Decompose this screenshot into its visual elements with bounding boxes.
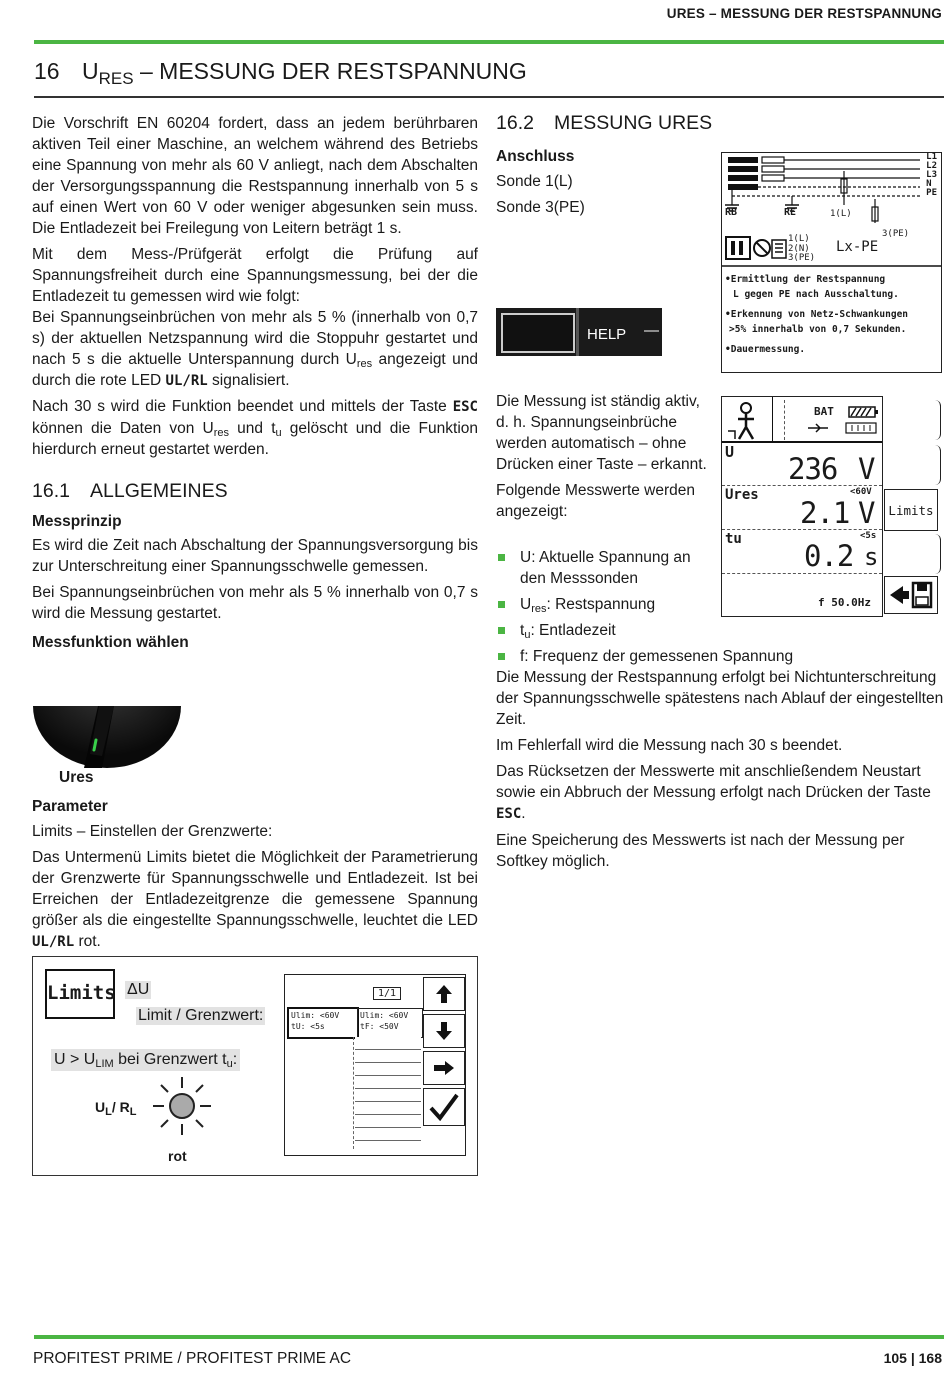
knob-icon xyxy=(32,706,182,768)
arrow-right-icon xyxy=(433,1060,455,1076)
intro-paragraph-2: Mit dem Mess-/Prüfgerät erfolgt die Prüfung auf Spannungsfreiheit durch eine Spannungsmessung, bei der die Entladezeit tu gemessen wird wie folgt: xyxy=(32,246,478,305)
list-item: f: Frequenz der gemessenen Spannung xyxy=(496,646,944,667)
intro-paragraph-4: Nach 30 s wird die Funktion beendet und mittels der Taste ESC können die Daten von $U_{res}$ und $t_u$ gelöscht und die Funktion hierdurch erneut gestartet werden. xyxy=(32,398,479,458)
rotary-selector[interactable] xyxy=(32,706,182,768)
ures-unit: V xyxy=(858,496,876,530)
limit-grenzwert-label: Limit / Grenzwert: xyxy=(138,1007,264,1024)
confirm-button[interactable] xyxy=(423,1088,465,1126)
limits-figure xyxy=(32,956,478,1176)
ures-label: Ures xyxy=(725,487,759,503)
led-icon xyxy=(151,1075,213,1137)
list-item: U: Aktuelle Spannung an den Messsonden xyxy=(496,547,714,589)
arrow-up-icon xyxy=(435,984,453,1004)
limit-cell[interactable]: Ulim: <60V tF: <50V xyxy=(357,1008,423,1038)
phase-labels: L1 L2 L3 N PE xyxy=(926,152,937,198)
ures-limit: <60V xyxy=(850,487,872,497)
limits-softkey-screen[interactable]: Limits xyxy=(884,489,938,531)
header-rule xyxy=(34,40,944,44)
arrow-down-icon xyxy=(435,1021,453,1041)
parameter-block xyxy=(32,798,478,953)
anschluss-heading: Anschluss xyxy=(496,148,575,165)
measurement-screen xyxy=(721,396,883,617)
led-color-label: rot xyxy=(168,1148,187,1164)
help-dash: — xyxy=(644,322,659,339)
messung-text-3: Die Messung der Restspannung erfolgt bei Nichtunterschreitung der Spannungsschwelle spätestens nach Ablauf der eingestellten Zeit. xyxy=(496,669,944,728)
messprinzip-text-2: Bei Spannungseinbrüchen von mehr als 5 % innerhalb von 0,7 s wird die Messung gestartet. xyxy=(32,584,478,622)
parameter-heading: Parameter xyxy=(32,798,108,815)
ures-value: 2.1 xyxy=(800,496,850,530)
connection-icon xyxy=(806,421,878,435)
page-number: 105 | 168 xyxy=(883,1350,942,1366)
knob-label: Ures xyxy=(59,769,94,786)
help-screen xyxy=(721,152,942,373)
chapter-title: 16 $U_{RES}$ – MESSUNG DER RESTSPANNUNG xyxy=(34,58,527,88)
messung-text-5: Das Rücksetzen der Messwerte mit anschließendem Neustart sowie ein Abbruch der Messung erfolgt nach Drücken der Taste ESC. xyxy=(496,763,931,822)
checkmark-icon xyxy=(429,1093,459,1121)
messfunktion-heading: Messfunktion wählen xyxy=(32,634,189,651)
u-label: U xyxy=(725,443,735,461)
messung-text-4: Im Fehlerfall wird die Messung nach 30 s beendet. xyxy=(496,737,843,754)
delta-u-label: ΔU xyxy=(127,981,150,998)
save-softkey[interactable] xyxy=(884,576,938,614)
tu-unit: s xyxy=(864,543,879,571)
probe-key-labels: 1(L) 2(N) 3(PE) xyxy=(788,234,816,263)
lx-pe-label: Lx-PE xyxy=(836,239,879,255)
probe-3-label: 3(PE) xyxy=(882,229,910,239)
battery-label: BAT xyxy=(814,405,834,418)
empty-list-rows xyxy=(355,1037,421,1149)
limit-cell-selected[interactable]: Ulim: <60V tU: <5s xyxy=(287,1007,359,1039)
footer-product: PROFITEST PRIME / PROFITEST PRIME AC xyxy=(33,1350,352,1367)
messprinzip-text-1: Es wird die Zeit nach Abschaltung der Spannungsversorgung bis zur Unterschreitung einer Spannungsschwelle gemessen. xyxy=(32,537,478,575)
parameter-text-1: Limits – Einstellen der Grenzwerte: xyxy=(32,823,273,840)
frequency-readout: f 50.0Hz xyxy=(818,596,871,609)
messprinzip-heading: Messprinzip xyxy=(32,513,122,530)
rb-label: RB xyxy=(725,207,738,218)
sonde-3: Sonde 3(PE) xyxy=(496,199,585,216)
chapter-rule xyxy=(34,96,944,98)
anschluss-block xyxy=(496,148,711,218)
help-text: •Ermittlung der Restspannung L gegen PE nach Ausschaltung. •Erkennung von Netz-Schwankungen >5% innerhalb von 0,7 Sekunden. •Dauermessung. xyxy=(725,274,909,355)
list-item: $U_{res}$: Restspannung xyxy=(496,594,944,615)
parameter-text-2: Das Untermenü Limits bietet die Möglichkeit der Parametrierung der Grenzwerte für Spannungsschwelle und Entladezeit. Ist bei Erreichen der Entladezeitgrenze die gemessene Spannung größer als die eingestellte Spannungsschwelle, leuchtet die LED UL/RL rot. xyxy=(32,849,478,950)
battery-icon xyxy=(848,406,878,418)
tu-value: 0.2 xyxy=(804,539,854,573)
left-column xyxy=(32,113,478,652)
re-label: RE xyxy=(784,207,797,218)
save-icon xyxy=(889,580,933,610)
help-label: HELP xyxy=(587,326,627,343)
section-16-2-title: 16.2 MESSUNG URES xyxy=(496,112,713,134)
arrow-up-button[interactable] xyxy=(423,977,465,1011)
u-unit: V xyxy=(858,452,876,486)
footer-rule xyxy=(34,1335,944,1339)
arrow-down-button[interactable] xyxy=(423,1014,465,1048)
intro-paragraph-3: Bei Spannungseinbrüchen von mehr als 5 % (innerhalb von 0,7 s) der aktuellen Netzspannung wird die Stoppuhr gestartet und nach 5 s die aktuelle Unterspannung durch $U_{res}$ angezeigt und durch die rote LED UL/RL signalisiert. xyxy=(32,309,479,389)
u-value: 236 xyxy=(788,452,838,486)
running-header: URES – MESSUNG DER RESTSPANNUNG xyxy=(666,6,942,21)
section-16-1-title: 16.1 ALLGEMEINES xyxy=(32,480,228,502)
tu-limit: <5s xyxy=(860,531,877,541)
probe-1-label: 1(L) xyxy=(830,209,852,219)
limits-softkey[interactable]: Limits xyxy=(45,969,115,1019)
messung-text-2: Folgende Messwerte werden angezeigt: xyxy=(496,482,696,520)
list-item: $t_u$: Entladezeit xyxy=(496,620,944,641)
person-icon xyxy=(726,401,766,441)
messung-text-6: Eine Speicherung des Messwerts ist nach der Messung per Softkey möglich. xyxy=(496,832,905,870)
arrow-right-button[interactable] xyxy=(423,1051,465,1085)
tu-label: tu xyxy=(725,531,742,547)
intro-paragraph-1: Die Vorschrift EN 60204 fordert, dass an jedem berührbaren aktiven Teil einer Maschine, an welchem während des Betriebs eine Spannung von mehr als 60 V anliegt, nach dem Abschalten der Versorgungsspannung die Restspannung innerhalb von 5 s auf einen Wert von 60 V oder weniger abgesunken sein muss. Die Entladezeit bei Freilegung von Leitern beträgt 1 s. xyxy=(32,115,478,237)
messung-text-block xyxy=(496,391,714,527)
help-key[interactable] xyxy=(496,308,662,356)
page-indicator: 1/1 xyxy=(373,987,401,1000)
messung-text-1: Die Messung ist ständig aktiv, d. h. Spannungseinbrüche werden automatisch – ohne Drücken einer Taste – erkannt. xyxy=(496,393,707,473)
ul-rl-led-label: $U_L/$ $R_L$ xyxy=(95,1099,137,1118)
sonde-1: Sonde 1(L) xyxy=(496,173,573,190)
u-greater-ulim-label: $U > U_{LIM}$ bei Grenzwert $t_u$: xyxy=(51,1049,240,1071)
